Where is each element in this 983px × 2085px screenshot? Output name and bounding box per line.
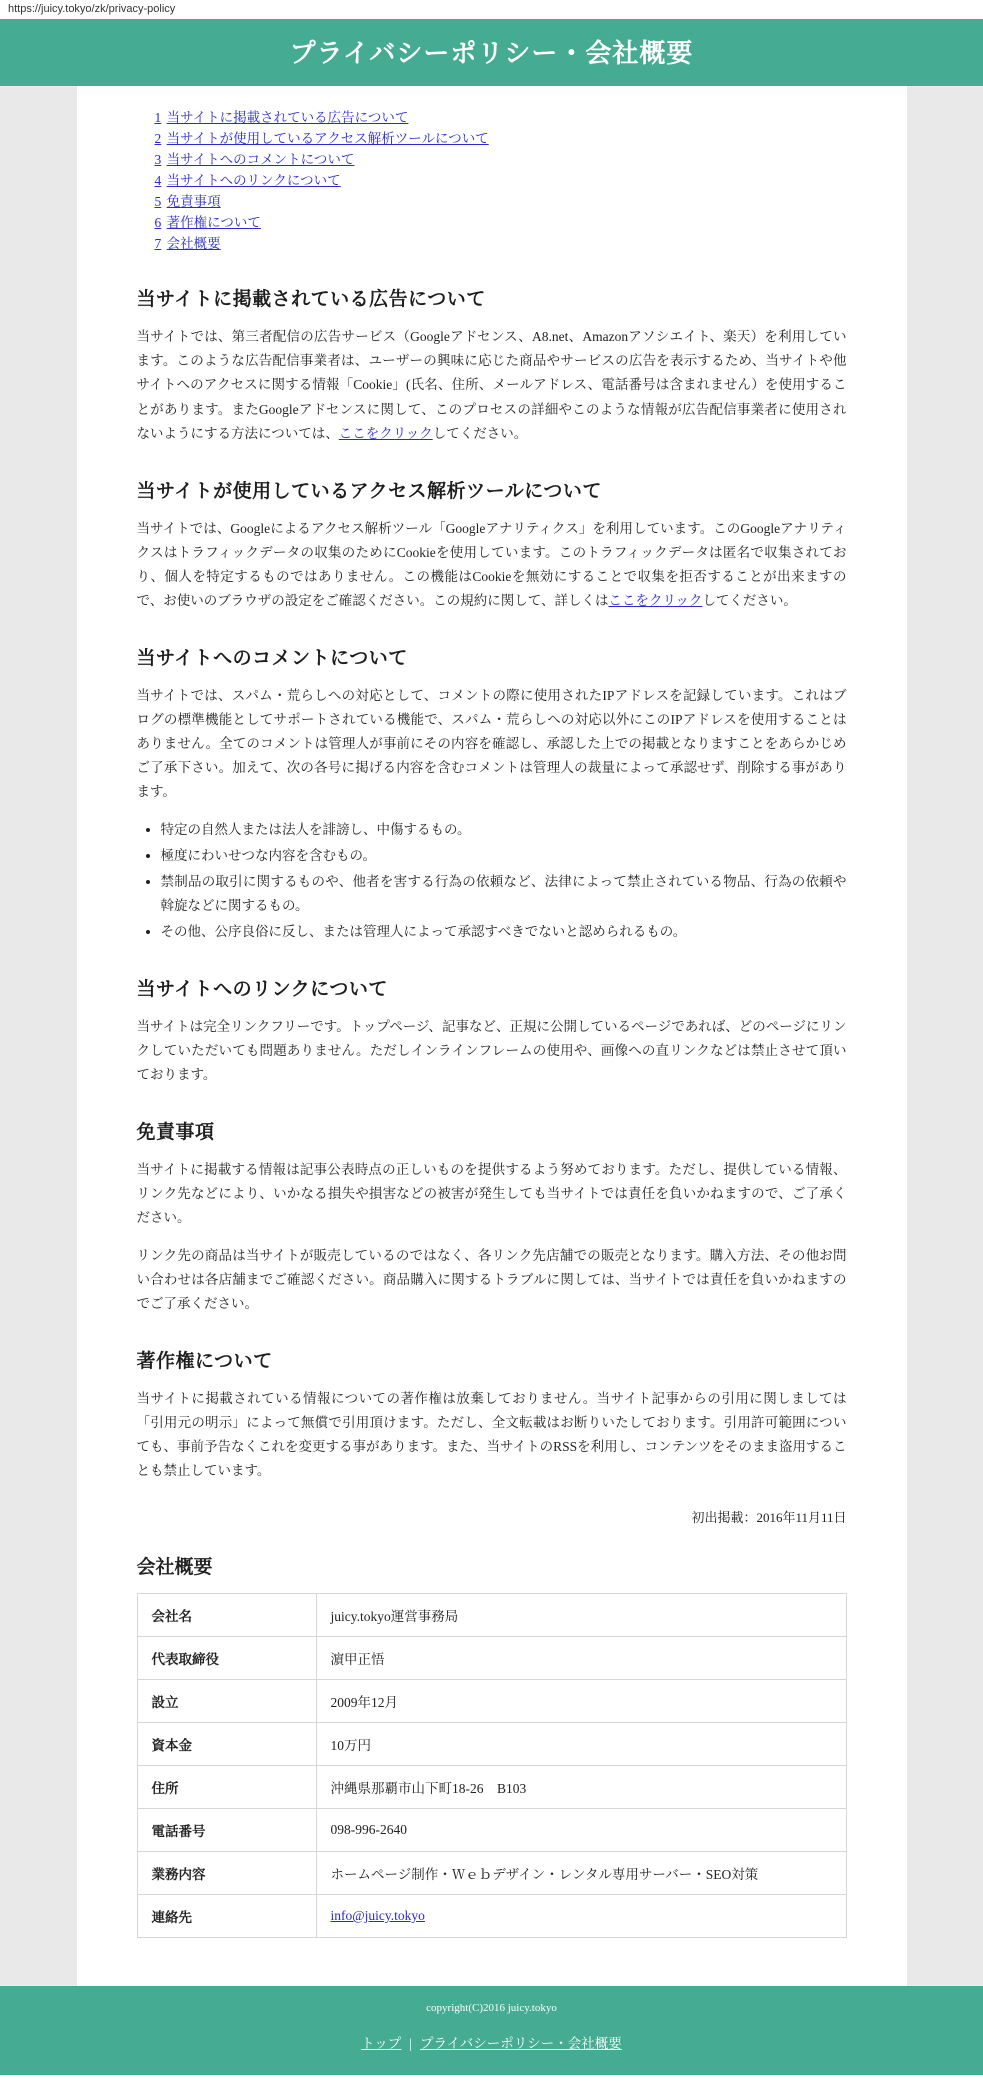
section-heading-analytics: 当サイトが使用しているアクセス解析ツールについて: [136, 480, 602, 502]
table-cell-value: 098-996-2640: [316, 1808, 846, 1851]
list-item[interactable]: [155, 150, 847, 171]
toc-link[interactable]: 会社概要: [166, 235, 221, 251]
toc-number: 4: [154, 172, 162, 188]
footer-link-top[interactable]: トップ: [361, 2035, 402, 2051]
contact-email-link[interactable]: info@juicy.tokyo: [330, 1907, 425, 1923]
analytics-text-after: してください。: [702, 592, 797, 608]
list-item[interactable]: [155, 171, 847, 192]
section-heading-disclaimer: 免責事項: [136, 1121, 215, 1143]
list-item[interactable]: [155, 192, 847, 213]
browser-url-bar[interactable]: [0, 0, 983, 19]
section-paragraph-copyright: 当サイトに掲載されている情報についての著作権は放棄しておりません。当サイト記事からの引用に関しましては「引用元の明示」によって無償で引用頂けます。ただし、全文転載はお断りいたしております。引用許可範囲についても、事前予告なくこれを変更する事があります。また、当サイトのRSSを利用し、コンテンツをそのまま盗用することも禁止しています。: [136, 1390, 847, 1478]
content-background: [0, 86, 983, 1986]
table-row: [137, 1894, 846, 1937]
table-cell-value: [316, 1894, 846, 1937]
section-paragraph-links: 当サイトは完全リンクフリーです。トップページ、記事など、正規に公開しているページであれば、どのページにリンクしていただいても問題ありません。ただしインラインフレームの使用や、画像への直リンクなどは禁止させて頂いております。: [136, 1018, 847, 1082]
table-row: [137, 1722, 846, 1765]
page-title: プライバシーポリシー・会社概要: [289, 38, 694, 68]
table-cell-key: 資本金: [137, 1722, 316, 1765]
section-paragraph-ads: [137, 325, 847, 445]
section-heading-company: 会社概要: [136, 1556, 213, 1578]
table-cell-key: 設立: [137, 1679, 316, 1722]
analytics-inline-link[interactable]: ここをクリック: [608, 592, 703, 608]
section-paragraph-disclaimer-1: 当サイトに掲載する情報は記事公表時点の正しいものを提供するよう努めております。ただし、提供している情報、リンク先などにより、いかなる損失や損害などの被害が発生しても当サイトでは責任を負いかねますので、ご了承ください。: [136, 1161, 847, 1225]
table-cell-key: 住所: [137, 1765, 316, 1808]
main-content: [77, 86, 907, 1986]
toc-number: 1: [154, 110, 162, 125]
table-cell-value: juicy.tokyo運営事務局: [316, 1593, 846, 1636]
table-cell-key: 電話番号: [137, 1808, 316, 1851]
list-item[interactable]: [155, 108, 847, 129]
footer-link-privacy[interactable]: プライバシーポリシー・会社概要: [419, 2035, 622, 2051]
table-of-contents: [137, 108, 847, 254]
table-cell-value: 2009年12月: [316, 1679, 846, 1722]
toc-link[interactable]: 当サイトが使用しているアクセス解析ツールについて: [166, 130, 489, 146]
toc-link[interactable]: 著作権について: [166, 214, 261, 230]
toc-link[interactable]: 当サイトへのリンクについて: [166, 172, 341, 188]
toc-number: 3: [154, 151, 162, 167]
site-header: [0, 19, 983, 86]
section-heading-ads: 当サイトに掲載されている広告について: [136, 289, 486, 311]
ads-text-after: してください。: [432, 425, 528, 441]
toc-link[interactable]: 当サイトに掲載されている広告について: [166, 110, 409, 125]
toc-link[interactable]: 当サイトへのコメントについて: [166, 151, 355, 167]
table-row: [137, 1808, 846, 1851]
section-paragraph-analytics: [137, 517, 847, 613]
list-item: • 禁制品の取引に関するものや、他者を害する行為の依頼など、法律によって禁止されている物品、行為の依頼や斡旋などに関するもの。: [161, 870, 847, 918]
list-item[interactable]: [155, 129, 847, 150]
comments-bullet-list: [137, 818, 847, 944]
ads-inline-link[interactable]: ここをクリック: [338, 425, 433, 441]
table-cell-value: 濵甲正悟: [316, 1636, 846, 1679]
list-item: • 極度にわいせつな内容を含むもの。: [161, 844, 847, 868]
list-item: • 特定の自然人または法人を誹謗し、中傷するもの。: [161, 818, 847, 842]
footer-nav-separator: |: [409, 2035, 412, 2051]
table-row: [137, 1593, 846, 1636]
toc-number: 2: [154, 130, 162, 146]
table-cell-key: 業務内容: [137, 1851, 316, 1894]
footer-nav: [0, 2032, 983, 2053]
ads-text-before: 当サイトでは、第三者配信の広告サービス（Googleアドセンス、A8.net、Amazonアソシエイト、楽天）を利用しています。このような広告配信事業者は、ユーザーの興味に応じた商品やサービスの広告を表示するため、当サイトや他サイトへのアクセスに関する情報「Cookie」(氏名、住所、メールアドレス、電話番号は含まれません）を使用することがあります。またGoogleアドセンスに関して、このプロセスの詳細やこのような情報が広告配信事業者に使用されないようにする方法については、: [136, 329, 847, 441]
table-row: [137, 1636, 846, 1679]
toc-link[interactable]: 免責事項: [166, 193, 221, 209]
url-text: https://juicy.tokyo/zk/privacy-policy: [8, 3, 176, 15]
list-item: • その他、公序良俗に反し、または管理人によって承認すべきでないと認められるもの。: [161, 920, 847, 944]
company-info-table: [137, 1593, 847, 1938]
section-paragraph-disclaimer-2: リンク先の商品は当サイトが販売しているのではなく、各リンク先店舗での販売となります。購入方法、その他お問い合わせは各店舗までご確認ください。商品購入に関するトラブルに関しては、当サイトでは責任を負いかねますのでご了承ください。: [136, 1247, 847, 1311]
list-item[interactable]: [155, 234, 847, 255]
toc-number: 6: [154, 214, 162, 230]
section-heading-comments: 当サイトへのコメントについて: [136, 647, 408, 669]
section-heading-copyright: 著作権について: [136, 1350, 273, 1372]
table-row: [137, 1679, 846, 1722]
table-cell-value: 沖縄県那覇市山下町18-26 B103: [316, 1765, 846, 1808]
section-paragraph-comments: 当サイトでは、スパム・荒らしへの対応として、コメントの際に使用されたIPアドレスを記録しています。これはブログの標準機能としてサポートされている機能で、スパム・荒らしへの対応以外にこのIPアドレスを使用することはありません。全てのコメントは管理人が事前にその内容を確認し、承認した上での掲載となりますことをあらかじめご了承下さい。加えて、次の各号に掲げる内容を含むコメントは管理人の裁量によって承認せず、削除する事があります。: [136, 687, 847, 799]
table-row: [137, 1765, 846, 1808]
table-cell-value: ホームページ制作・Ｗｅｂデザイン・レンタル専用サーバー・SEO対策: [316, 1851, 846, 1894]
table-cell-value: 10万円: [316, 1722, 846, 1765]
publish-date: 初出掲載：2016年11月11日: [691, 1509, 847, 1525]
section-heading-links: 当サイトへのリンクについて: [136, 978, 388, 1000]
toc-number: 5: [154, 193, 162, 209]
table-row: [137, 1851, 846, 1894]
table-cell-key: 代表取締役: [137, 1636, 316, 1679]
table-cell-key: 会社名: [137, 1593, 316, 1636]
list-item[interactable]: [155, 213, 847, 234]
site-footer: [0, 1986, 983, 2075]
footer-copyright: copyright(C)2016 juicy.tokyo: [426, 2001, 557, 2014]
analytics-text-before: 当サイトでは、Googleによるアクセス解析ツール「Googleアナリティクス」を利用しています。このGoogleアナリティクスはトラフィックデータの収集のためにCookieを使用しています。このトラフィックデータは匿名で収集されており、個人を特定するものではありません。この機能はCookieを無効にすることで収集を拒否することが出来ますので、お使いのブラウザの設定をご確認ください。この規約に関して、詳しくは: [136, 520, 847, 608]
toc-number: 7: [154, 235, 162, 251]
table-cell-key: 連絡先: [137, 1894, 316, 1937]
